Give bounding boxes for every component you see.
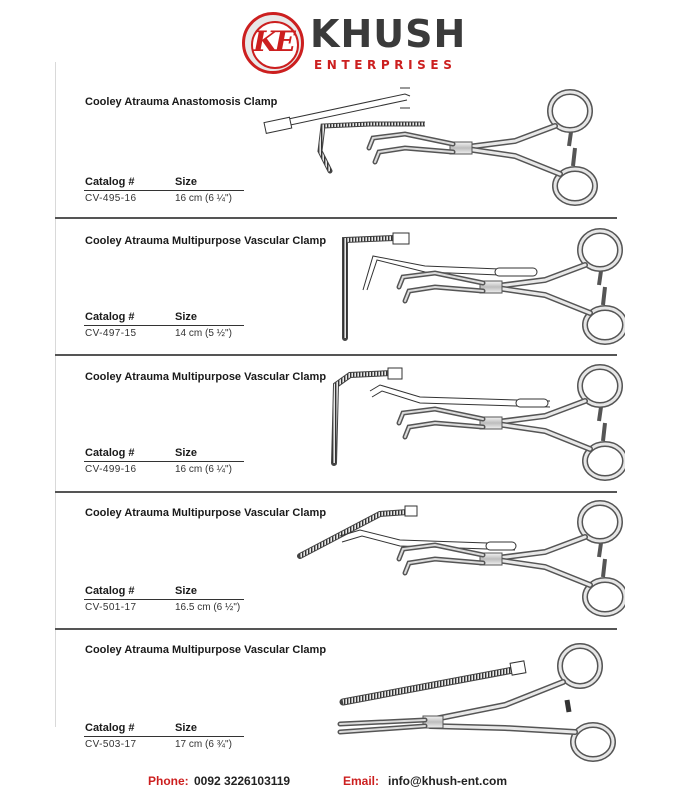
clamp-illustration bbox=[395, 225, 625, 350]
spec-divider bbox=[84, 599, 244, 600]
size-label: Size bbox=[175, 585, 198, 597]
spec-divider bbox=[84, 190, 244, 191]
clamp-illustration bbox=[365, 86, 605, 211]
catalog-number: CV-495-16 bbox=[85, 193, 137, 204]
brand-tagline: ENTERPRISES bbox=[314, 58, 457, 72]
brand-logo bbox=[240, 8, 467, 78]
logo-emblem bbox=[242, 12, 304, 74]
size-value: 16.5 cm (6 ½") bbox=[175, 602, 241, 613]
spec-divider bbox=[84, 736, 244, 737]
clamp-illustration bbox=[395, 497, 625, 622]
section-divider bbox=[55, 217, 617, 219]
phone-number: 0092 3226103119 bbox=[194, 774, 291, 788]
catalog-label: Catalog # bbox=[85, 585, 135, 597]
brand-name: KHUSH bbox=[310, 12, 467, 56]
size-value: 17 cm (6 ¾") bbox=[175, 739, 232, 750]
clamp-illustration bbox=[335, 640, 625, 765]
catalog-label: Catalog # bbox=[85, 722, 135, 734]
catalog-number: CV-499-16 bbox=[85, 464, 137, 475]
size-label: Size bbox=[175, 447, 198, 459]
size-value: 14 cm (5 ½") bbox=[175, 328, 232, 339]
section-divider bbox=[55, 354, 617, 356]
size-label: Size bbox=[175, 176, 198, 188]
catalog-label: Catalog # bbox=[85, 311, 135, 323]
size-value: 16 cm (6 ¼") bbox=[175, 193, 232, 204]
catalog-label: Catalog # bbox=[85, 176, 135, 188]
email-label: Email: bbox=[343, 774, 380, 788]
clamp-illustration bbox=[395, 361, 625, 486]
section-divider bbox=[55, 628, 617, 630]
size-label: Size bbox=[175, 722, 198, 734]
phone-label: Phone: bbox=[148, 774, 189, 788]
logo-monogram: KE bbox=[253, 25, 293, 58]
product-title: Cooley Atrauma Anastomosis Clamp bbox=[85, 96, 278, 108]
catalog-label: Catalog # bbox=[85, 447, 135, 459]
spec-divider bbox=[84, 461, 244, 462]
email-address: info@khush-ent.com bbox=[388, 774, 508, 788]
section-divider bbox=[55, 491, 617, 493]
catalog-number: CV-497-15 bbox=[85, 328, 137, 339]
product-title: Cooley Atrauma Multipurpose Vascular Clamp bbox=[85, 507, 327, 519]
spec-divider bbox=[84, 325, 244, 326]
catalog-number: CV-501-17 bbox=[85, 602, 137, 613]
size-value: 16 cm (6 ¼") bbox=[175, 464, 232, 475]
product-title: Cooley Atrauma Multipurpose Vascular Clamp bbox=[85, 644, 327, 656]
product-title: Cooley Atrauma Multipurpose Vascular Clamp bbox=[85, 371, 327, 383]
size-label: Size bbox=[175, 311, 198, 323]
catalog-number: CV-503-17 bbox=[85, 739, 137, 750]
product-title: Cooley Atrauma Multipurpose Vascular Clamp bbox=[85, 235, 327, 247]
